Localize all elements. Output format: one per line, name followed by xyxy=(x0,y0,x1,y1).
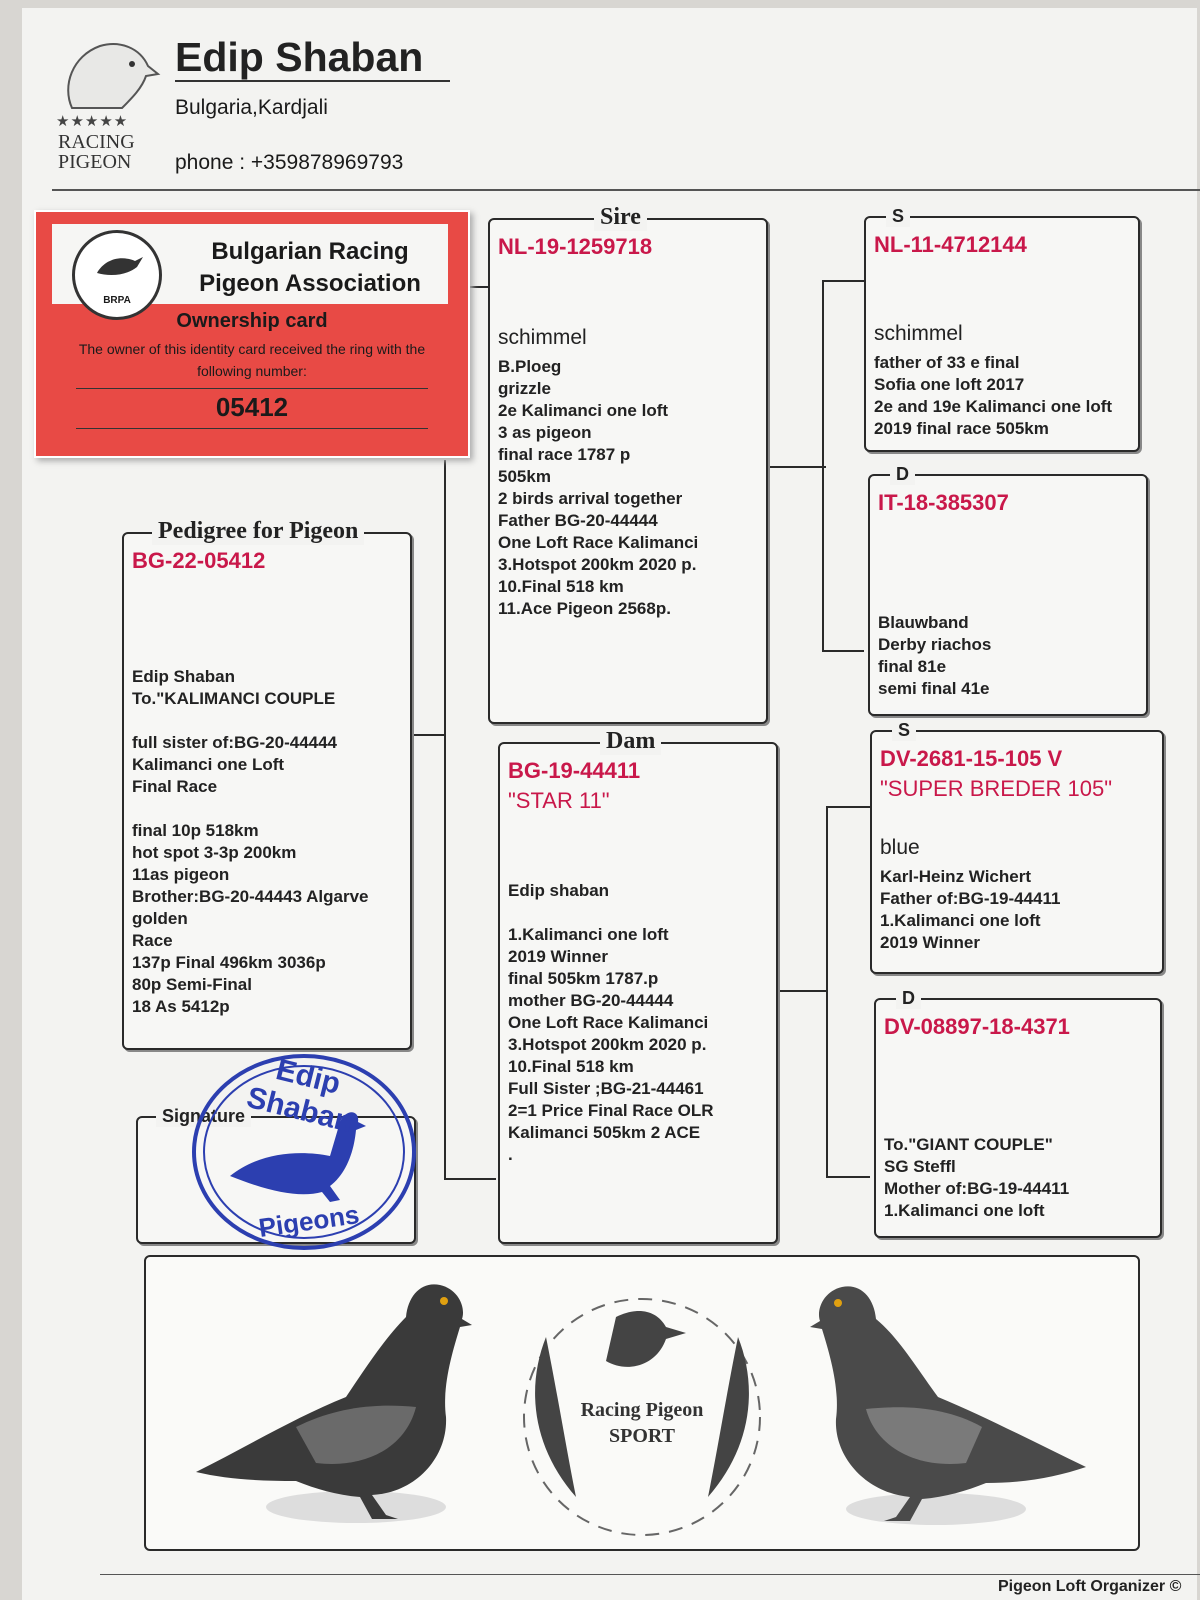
owner-name: Edip Shaban xyxy=(175,34,424,80)
dam-sire-color: blue xyxy=(880,836,920,859)
connector xyxy=(822,280,864,282)
dam-dam-box xyxy=(874,988,1162,1238)
owner-stamp xyxy=(190,1052,418,1252)
card-number: 05412 xyxy=(215,392,289,422)
pigeon-right-icon xyxy=(810,1286,1086,1525)
sire-sire-box xyxy=(864,206,1140,452)
ownership-card xyxy=(34,210,470,458)
dam-dam-notes: To."GIANT COUPLE" SG Steffl Mother of:BG-19-44411 1.Kalimanci one loft xyxy=(884,1135,1070,1220)
sire-color: schimmel xyxy=(498,326,587,349)
dam-name: "STAR 11" xyxy=(508,788,610,813)
owner-phone: phone : +359878969793 xyxy=(175,151,404,174)
card-header xyxy=(52,224,448,304)
sire-ring: NL-19-1259718 xyxy=(498,234,653,259)
sire-dam-ring: IT-18-385307 xyxy=(878,490,1009,515)
pigeon-head-icon xyxy=(52,36,162,116)
dam-dam-label: D xyxy=(896,988,921,1009)
connector xyxy=(822,280,824,652)
card-rule xyxy=(76,428,428,429)
sire-sire-label: S xyxy=(886,206,910,227)
pigeon-box xyxy=(122,518,412,1050)
stamp-top-text: Edip Shaban xyxy=(243,1053,357,1140)
connector xyxy=(444,1178,496,1180)
racing-pigeon-logo xyxy=(52,36,162,176)
association-name: Bulgarian Racing Pigeon Association xyxy=(199,238,421,297)
sire-sire-notes: father of 33 e final Sofia one loft 2017 2e and 19e Kalimanci one loft 2019 final race 505km xyxy=(874,353,1113,438)
dam-sire-label: S xyxy=(892,720,916,741)
sire-sire-ring: NL-11-4712144 xyxy=(874,232,1027,257)
pigeon-left-icon xyxy=(196,1284,472,1523)
dam-sire-box xyxy=(870,720,1164,974)
pigeon-notes: Edip Shaban To."KALIMANCI COUPLE full sister of:BG-20-44444 Kalimanci one Loft Final Race final 10p 518km hot spot 3-3p 200km 11as pigeon Brother:BG-20-44443 Algarve golden Race 137p Final 496km 3036p 80p Semi-Final 18 As 5412p xyxy=(132,667,369,1016)
logo-text: RACING PIGEON xyxy=(58,131,135,173)
sire-notes: B.Ploeg grizzle 2e Kalimanci one loft 3 as pigeon final race 1787 p 505km 2 birds arrival together Father BG-20-44444 One Loft Race Kalimanci 3.Hotspot 200km 2020 p. 10.Final 518 km 11.Ace Pigeon 2568p. xyxy=(498,357,699,618)
dam-ring: BG-19-44411 xyxy=(508,758,641,783)
dam-dam-ring: DV-08897-18-4371 xyxy=(884,1014,1070,1039)
banner xyxy=(144,1255,1140,1551)
sire-dam-notes: Blauwband Derby riachos final 81e semi final 41e xyxy=(878,613,992,698)
connector xyxy=(826,806,870,808)
dam-label: Dam xyxy=(600,728,661,755)
stamp-bottom-text: Pigeons xyxy=(256,1199,362,1243)
card-rule xyxy=(76,388,428,389)
signature-label: Signature xyxy=(156,1106,251,1127)
dam-sire-name: "SUPER BREDER 105" xyxy=(880,776,1113,801)
sire-dam-box xyxy=(868,464,1148,716)
sire-box xyxy=(488,204,768,724)
dam-sire-ring: DV-2681-15-105 V xyxy=(880,746,1063,771)
footer-divider xyxy=(100,1574,1200,1575)
sire-label: Sire xyxy=(594,204,647,231)
pigeon-box-label: Pedigree for Pigeon xyxy=(152,518,364,545)
dam-box xyxy=(498,728,778,1244)
owner-name-underline xyxy=(175,80,450,82)
sire-sire-color: schimmel xyxy=(874,322,963,345)
owner-location: Bulgaria,Kardjali xyxy=(175,96,328,119)
dam-notes: Edip shaban 1.Kalimanci one loft 2019 Winner final 505km 1787.p mother BG-20-44444 One Loft Race Kalimanci 3.Hotspot 200km 2020 p. 10.Final 518 km Full Sister ;BG-21-44461 2=1 Price Final Race OLR Kalimanci 505km 2 ACE . xyxy=(508,881,714,1164)
dam-sire-notes: Karl-Heinz Wichert Father of:BG-19-44411 1.Kalimanci one loft 2019 Winner xyxy=(880,867,1061,952)
connector xyxy=(826,806,828,1178)
connector xyxy=(776,990,828,992)
association-seal xyxy=(72,230,162,320)
connector xyxy=(766,466,826,468)
card-text: The owner of this identity card received the ring with the following number: xyxy=(78,341,426,379)
pigeon-ring: BG-22-05412 xyxy=(132,548,266,573)
seal-text: BRPA xyxy=(103,295,131,306)
connector xyxy=(408,734,446,736)
footer-text: Pigeon Loft Organizer © xyxy=(998,1578,1182,1595)
connector xyxy=(444,460,446,1180)
header-divider xyxy=(52,189,1200,191)
connector xyxy=(826,1176,870,1178)
banner-emblem-text: Racing Pigeon SPORT xyxy=(580,1399,704,1447)
logo-stars: ★★★★★ xyxy=(56,112,129,130)
pigeon-emblem-icon xyxy=(75,233,159,293)
connector xyxy=(822,650,864,652)
sire-dam-label: D xyxy=(890,464,915,485)
card-title: Ownership card xyxy=(176,310,328,332)
